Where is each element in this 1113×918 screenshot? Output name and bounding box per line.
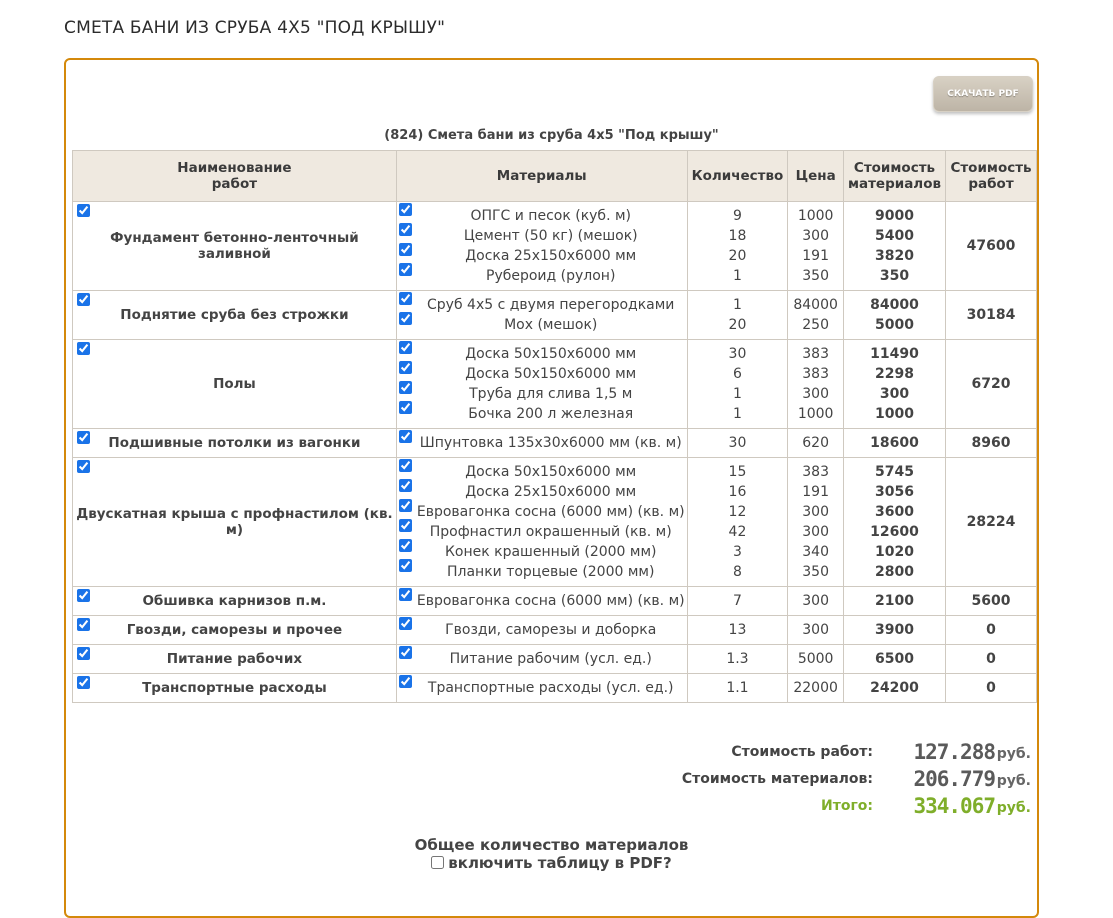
material-checkbox[interactable]: [399, 381, 412, 394]
work-cell: [73, 645, 397, 674]
work-total-value: 127.288: [913, 740, 995, 764]
work-checkbox[interactable]: [77, 293, 90, 306]
material-name: Сруб 4х5 с двумя перегородками: [427, 297, 675, 313]
material-price: 350: [802, 268, 829, 284]
material-name: Доска 50x150x6000 мм: [465, 366, 637, 382]
material-name: Евровагонка сосна (6000 мм) (кв. м): [416, 504, 685, 520]
material-cost-cell: [843, 674, 945, 703]
material-checkbox[interactable]: [399, 646, 412, 659]
material-checkbox[interactable]: [399, 617, 412, 630]
material-price: 22000: [793, 680, 838, 696]
material-cost: 2800: [875, 564, 914, 580]
qty-cell: [687, 340, 788, 429]
material-qty: 30: [728, 346, 747, 362]
material-price: 620: [802, 435, 829, 451]
material-cost-cell: [843, 616, 945, 645]
material-name: Рубероид (рулон): [486, 268, 616, 284]
material-name: Питание рабочим (усл. ед.): [449, 651, 652, 667]
material-qty: 42: [728, 524, 747, 540]
material-qty: 13: [728, 622, 747, 638]
material-item: [399, 344, 685, 364]
material-item: [399, 591, 685, 611]
material-qty: 18: [728, 228, 747, 244]
material-price: 300: [802, 593, 829, 609]
price-cell: [788, 616, 844, 645]
material-cost: 84000: [870, 297, 919, 313]
material-price: 300: [802, 504, 829, 520]
material-name: Мох (мешок): [504, 317, 598, 333]
work-cell: [73, 674, 397, 703]
material-item: [399, 295, 685, 315]
work-name: Обшивка карнизов п.м.: [142, 593, 327, 609]
work-cell: [73, 616, 397, 645]
totals-materials-row: [473, 767, 1033, 794]
grand-total-label: Итого:: [821, 798, 873, 814]
grand-total-value: 334.067: [913, 794, 995, 818]
work-cell: [73, 587, 397, 616]
materials-cell: [396, 458, 687, 587]
table-row: [73, 429, 1037, 458]
include-table-toggle[interactable]: [431, 854, 671, 872]
materials-cell: [396, 202, 687, 291]
price-cell: [788, 340, 844, 429]
page-title: СМЕТА БАНИ ИЗ СРУБА 4Х5 "ПОД КРЫШУ": [64, 18, 446, 38]
material-qty: 20: [728, 317, 747, 333]
material-item: [399, 620, 685, 640]
work-name: Поднятие сруба без строжки: [120, 307, 349, 323]
material-cost: 11490: [870, 346, 919, 362]
material-checkbox[interactable]: [399, 430, 412, 443]
work-cost-cell: 0: [946, 616, 1037, 645]
work-checkbox[interactable]: [77, 676, 90, 689]
material-price: 383: [802, 366, 829, 382]
materials-total-label: Стоимость материалов:: [681, 771, 873, 787]
currency-label: руб.: [996, 746, 1031, 762]
material-cost: 3900: [875, 622, 914, 638]
material-checkbox[interactable]: [399, 559, 412, 572]
materials-cell: [396, 429, 687, 458]
material-price: 1000: [797, 406, 834, 422]
price-cell: [788, 674, 844, 703]
material-name: Труба для слива 1,5 м: [469, 386, 633, 402]
work-name: Двускатная крыша с профнастилом (кв. м): [76, 506, 393, 538]
table-row: [73, 645, 1037, 674]
material-qty: 1: [733, 297, 742, 313]
material-checkbox[interactable]: [399, 401, 412, 414]
currency-label: руб.: [996, 800, 1031, 816]
estimate-caption: (824) Смета бани из сруба 4х5 "Под крышу": [384, 128, 719, 143]
price-cell: [788, 291, 844, 340]
work-checkbox[interactable]: [77, 589, 90, 602]
qty-cell: [687, 458, 788, 587]
material-price: 1000: [797, 208, 834, 224]
material-name: Евровагонка сосна (6000 мм) (кв. м): [416, 593, 685, 609]
material-qty: 1: [733, 406, 742, 422]
material-qty: 7: [733, 593, 742, 609]
material-checkbox[interactable]: [399, 539, 412, 552]
material-item: [399, 206, 685, 226]
material-qty: 15: [728, 464, 747, 480]
material-item: [399, 226, 685, 246]
material-cost-cell: [843, 429, 945, 458]
qty-cell: [687, 616, 788, 645]
table-row: [73, 202, 1037, 291]
material-qty: 6: [733, 366, 742, 382]
material-checkbox[interactable]: [399, 499, 412, 512]
material-item: [399, 502, 685, 522]
material-qty: 9: [733, 208, 742, 224]
material-qty: 1.3: [726, 651, 749, 667]
material-cost: 3600: [875, 504, 914, 520]
material-item: [399, 562, 685, 582]
material-name: Доска 25x150x6000 мм: [465, 248, 637, 264]
work-checkbox[interactable]: [77, 647, 90, 660]
material-price: 191: [802, 484, 829, 500]
material-cost: 5745: [875, 464, 914, 480]
work-cost-cell: 8960: [946, 429, 1037, 458]
work-cost-cell: 6720: [946, 340, 1037, 429]
estimate-body: [73, 202, 1037, 703]
material-checkbox[interactable]: [399, 312, 412, 325]
materials-note: [66, 836, 1037, 872]
work-checkbox[interactable]: [77, 431, 90, 444]
material-name: Доска 50x150x6000 мм: [465, 464, 637, 480]
header-materials: Материалы: [396, 151, 687, 202]
material-checkbox[interactable]: [399, 479, 412, 492]
material-checkbox[interactable]: [399, 223, 412, 236]
material-checkbox[interactable]: [399, 243, 412, 256]
price-cell: [788, 202, 844, 291]
material-item: [399, 649, 685, 669]
qty-cell: [687, 291, 788, 340]
material-cost-cell: [843, 202, 945, 291]
work-cost-cell: 30184: [946, 291, 1037, 340]
material-cost: 12600: [870, 524, 919, 540]
material-checkbox[interactable]: [399, 459, 412, 472]
material-item: [399, 482, 685, 502]
totals-grand-row: [473, 794, 1033, 821]
qty-cell: [687, 202, 788, 291]
material-cost: 9000: [875, 208, 914, 224]
qty-cell: [687, 645, 788, 674]
material-price: 383: [802, 464, 829, 480]
material-name: Гвозди, саморезы и доборка: [445, 622, 657, 638]
work-total-label: Стоимость работ:: [731, 744, 873, 760]
header-work-cost: Стоимость работ: [946, 151, 1037, 202]
qty-cell: [687, 429, 788, 458]
material-name: Доска 50x150x6000 мм: [465, 346, 637, 362]
material-qty: 16: [728, 484, 747, 500]
material-cost: 18600: [870, 435, 919, 451]
include-table-label: включить таблицу в PDF?: [448, 854, 672, 872]
work-name: Питание рабочих: [166, 651, 303, 667]
material-qty: 12: [728, 504, 747, 520]
header-price: Цена: [788, 151, 844, 202]
price-cell: [788, 458, 844, 587]
work-name: Транспортные расходы: [142, 680, 327, 696]
table-row: [73, 291, 1037, 340]
work-name: Полы: [213, 376, 256, 392]
work-cell: [73, 202, 397, 291]
table-row: [73, 340, 1037, 429]
work-cell: [73, 340, 397, 429]
material-item: [399, 364, 685, 384]
download-pdf-button[interactable]: СКАЧАТЬ PDF: [933, 76, 1033, 112]
material-cost: 3056: [875, 484, 914, 500]
work-checkbox[interactable]: [77, 618, 90, 631]
material-checkbox[interactable]: [399, 588, 412, 601]
material-item: [399, 462, 685, 482]
material-item: [399, 404, 685, 424]
material-qty: 1.1: [726, 680, 749, 696]
material-name: Транспортные расходы (усл. ед.): [427, 680, 674, 696]
material-checkbox[interactable]: [399, 203, 412, 216]
work-cell: [73, 291, 397, 340]
material-item: [399, 542, 685, 562]
material-qty: 20: [728, 248, 747, 264]
material-item: [399, 433, 685, 453]
material-cost: 3820: [875, 248, 914, 264]
material-cost: 300: [879, 386, 910, 402]
material-price: 300: [802, 228, 829, 244]
table-row: [73, 587, 1037, 616]
material-checkbox[interactable]: [399, 341, 412, 354]
qty-cell: [687, 674, 788, 703]
header-qty: Количество: [687, 151, 788, 202]
material-cost: 6500: [875, 651, 914, 667]
estimate-table: [72, 150, 1037, 703]
materials-cell: [396, 587, 687, 616]
header-material-cost: Стоимость материалов: [843, 151, 945, 202]
material-qty: 1: [733, 268, 742, 284]
table-row: [73, 616, 1037, 645]
material-item: [399, 315, 685, 335]
work-name: Фундамент бетонно-ленточный заливной: [110, 230, 359, 262]
material-item: [399, 678, 685, 698]
material-qty: 1: [733, 386, 742, 402]
materials-cell: [396, 616, 687, 645]
materials-total-value: 206.779: [913, 767, 995, 791]
work-name: Подшивные потолки из вагонки: [108, 435, 361, 451]
material-name: Доска 25x150x6000 мм: [465, 484, 637, 500]
material-item: [399, 266, 685, 286]
table-header-row: [73, 151, 1037, 202]
price-cell: [788, 645, 844, 674]
qty-cell: [687, 587, 788, 616]
materials-cell: [396, 291, 687, 340]
material-qty: 3: [733, 544, 742, 560]
material-item: [399, 522, 685, 542]
work-cost-cell: 0: [946, 645, 1037, 674]
work-cost-cell: 28224: [946, 458, 1037, 587]
totals-work-row: [473, 740, 1033, 767]
materials-note-title: Общее количество материалов: [414, 836, 689, 854]
material-qty: 8: [733, 564, 742, 580]
material-cost: 5000: [875, 317, 914, 333]
table-row: [73, 674, 1037, 703]
header-work: Наименование работ: [73, 151, 397, 202]
material-price: 350: [802, 564, 829, 580]
estimate-panel: [64, 58, 1039, 918]
work-cell: [73, 458, 397, 587]
material-cost: 2298: [875, 366, 914, 382]
material-checkbox[interactable]: [399, 292, 412, 305]
include-table-checkbox[interactable]: [431, 856, 444, 869]
work-checkbox[interactable]: [77, 460, 90, 473]
material-name: Цемент (50 кг) (мешок): [463, 228, 638, 244]
material-item: [399, 384, 685, 404]
material-item: [399, 246, 685, 266]
material-cost-cell: [843, 291, 945, 340]
material-cost-cell: [843, 458, 945, 587]
material-price: 300: [802, 386, 829, 402]
material-cost: 1000: [875, 406, 914, 422]
material-name: ОПГС и песок (куб. м): [470, 208, 631, 224]
materials-cell: [396, 674, 687, 703]
work-cell: [73, 429, 397, 458]
price-cell: [788, 429, 844, 458]
material-name: Конек крашенный (2000 мм): [444, 544, 657, 560]
material-checkbox[interactable]: [399, 361, 412, 374]
material-price: 300: [802, 622, 829, 638]
material-name: Шпунтовка 135х30х6000 мм (кв. м): [419, 435, 682, 451]
material-checkbox[interactable]: [399, 675, 412, 688]
material-cost: 2100: [875, 593, 914, 609]
material-checkbox[interactable]: [399, 519, 412, 532]
totals-block: [473, 740, 1033, 821]
material-price: 5000: [797, 651, 834, 667]
price-cell: [788, 587, 844, 616]
materials-cell: [396, 645, 687, 674]
material-price: 300: [802, 524, 829, 540]
material-cost: 350: [879, 268, 910, 284]
work-cost-cell: 0: [946, 674, 1037, 703]
work-checkbox[interactable]: [77, 342, 90, 355]
materials-cell: [396, 340, 687, 429]
material-qty: 30: [728, 435, 747, 451]
material-cost-cell: [843, 340, 945, 429]
work-cost-cell: 47600: [946, 202, 1037, 291]
material-price: 191: [802, 248, 829, 264]
material-checkbox[interactable]: [399, 263, 412, 276]
material-price: 84000: [793, 297, 838, 313]
material-price: 383: [802, 346, 829, 362]
material-cost: 1020: [875, 544, 914, 560]
material-name: Профнастил окрашенный (кв. м): [429, 524, 672, 540]
currency-label: руб.: [996, 773, 1031, 789]
material-price: 340: [802, 544, 829, 560]
work-cost-cell: 5600: [946, 587, 1037, 616]
work-name: Гвозди, саморезы и прочее: [126, 622, 343, 638]
material-cost: 24200: [870, 680, 919, 696]
material-name: Бочка 200 л железная: [468, 406, 634, 422]
work-checkbox[interactable]: [77, 204, 90, 217]
material-price: 250: [802, 317, 829, 333]
table-row: [73, 458, 1037, 587]
material-cost-cell: [843, 645, 945, 674]
material-cost-cell: [843, 587, 945, 616]
material-cost: 5400: [875, 228, 914, 244]
material-name: Планки торцевые (2000 мм): [446, 564, 655, 580]
